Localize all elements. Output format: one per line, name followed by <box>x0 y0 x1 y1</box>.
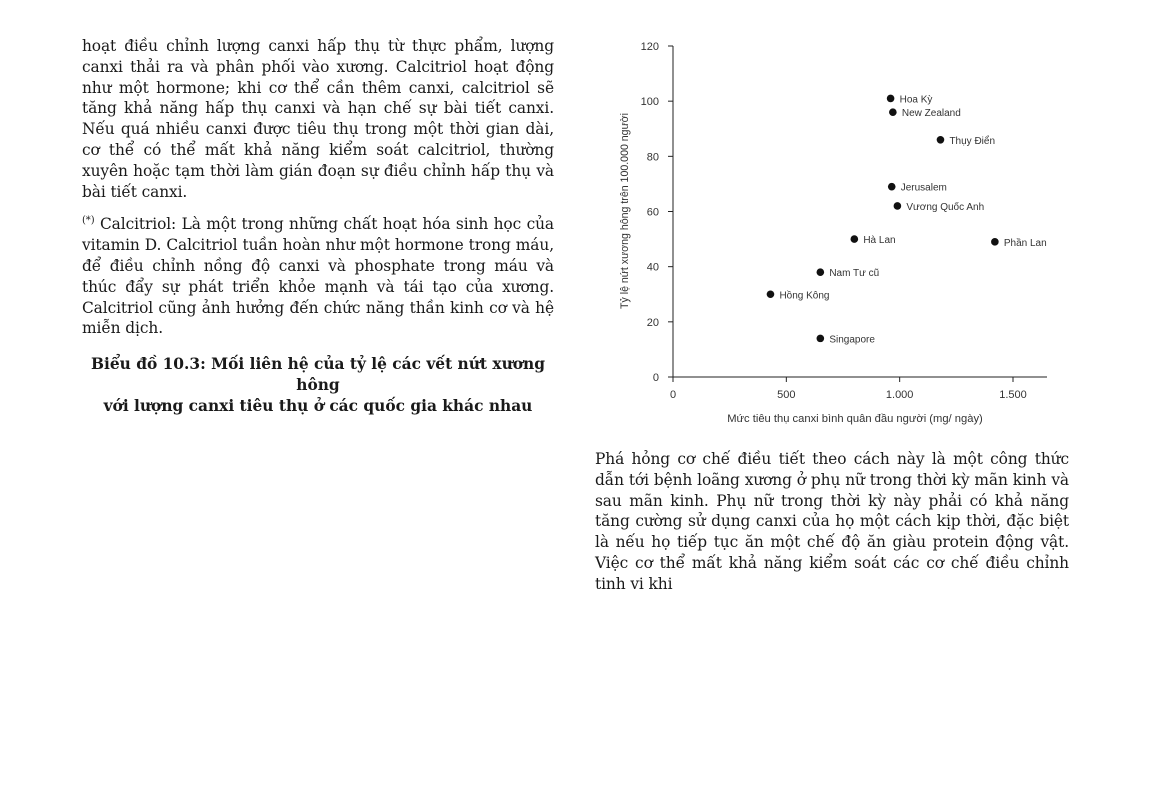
data-point-label: Hồng Kông <box>779 290 830 302</box>
y-tick-label: 20 <box>646 316 659 329</box>
data-point <box>888 183 896 191</box>
chart-caption-line-2: với lượng canxi tiêu thụ ở các quốc gia khác nhau <box>103 397 533 416</box>
data-point <box>817 268 825 276</box>
data-point <box>991 238 999 246</box>
x-tick-label: 1.000 <box>885 389 914 401</box>
data-point-label: Phần Lan <box>1003 237 1047 249</box>
y-tick-label: 40 <box>646 261 659 274</box>
footnote-marker: (*) <box>82 215 95 227</box>
x-tick-label: 1.500 <box>999 389 1027 401</box>
data-point-label: Hà Lan <box>863 235 896 247</box>
data-point <box>887 95 895 103</box>
body-paragraph-right: Phá hỏng cơ chế điều tiết theo cách này là một công thức dẫn tới bệnh loãng xương ở phụ nữ trong thời kỳ mãn kinh và sau mãn kinh. Phụ nữ trong thời kỳ này phải có khả năng tăng cường sử dụng canxi của họ một cách kịp thời, đặc biệt là nếu họ tiếp tục ăn một chế độ ăn giàu protein động vật. Việc cơ thể mất khả năng kiểm soát các cơ chế điều chỉnh tinh vi khi <box>595 450 1069 593</box>
y-tick-label: 80 <box>646 151 659 164</box>
data-point-label: Vương Quốc Anh <box>906 201 985 213</box>
data-point <box>894 202 902 210</box>
data-point <box>817 335 825 343</box>
left-column <box>82 36 554 417</box>
scatter-chart <box>610 34 1070 434</box>
data-point <box>851 235 859 243</box>
data-point-label: Nam Tư cũ <box>829 268 880 280</box>
x-tick-label: 500 <box>777 389 796 401</box>
chart-caption <box>82 354 554 417</box>
y-tick-label: 100 <box>640 96 659 109</box>
data-point <box>937 136 945 144</box>
data-point-label: New Zealand <box>901 108 961 120</box>
right-column <box>595 449 1069 595</box>
chart-caption-line-1: Biểu đồ 10.3: Mối liên hệ của tỷ lệ các vết nứt xương hông <box>91 355 545 395</box>
y-tick-label: 60 <box>646 206 659 219</box>
data-point <box>767 290 775 298</box>
x-axis-label: Mức tiêu thụ canxi bình quân đầu người (mg/ ngày) <box>727 413 983 425</box>
y-tick-label: 0 <box>652 372 659 384</box>
data-point-label: Jerusalem <box>900 182 947 194</box>
y-axis-label: Tỷ lệ nứt xương hông trên 100.000 người <box>619 113 631 309</box>
data-point-label: Thụy Điển <box>949 135 996 147</box>
data-point-label: Hoa Kỳ <box>899 94 933 106</box>
footnote <box>82 214 554 339</box>
data-point <box>889 108 897 116</box>
x-tick-label: 0 <box>669 389 677 401</box>
body-paragraph-left: hoạt điều chỉnh lượng canxi hấp thụ từ thực phẩm, lượng canxi thải ra và phân phối vào xương. Calcitriol hoạt động như một hormone; khi cơ thể cần thêm canxi, calcitriol sẽ tăng khả năng hấp thụ canxi và hạn chế sự bài tiết canxi. Nếu quá nhiều canxi được tiêu thụ trong một thời gian dài, cơ thể có thể mất khả năng kiểm soát calcitriol, thường xuyên hoặc tạm thời làm gián đoạn sự điều chỉnh hấp thụ và bài tiết canxi. <box>82 37 554 201</box>
footnote-text: Calcitriol: Là một trong những chất hoạt hóa sinh học của vitamin D. Calcitriol tuần hoàn như một hormone trong máu, để điều chỉnh nồng độ canxi và phosphate trong máu và thúc đẩy sự phát triển khỏe mạnh và tái tạo của xương. Calcitriol cũng ảnh hưởng đến chức năng thần kinh cơ và hệ miễn dịch. <box>82 215 554 338</box>
data-point-label: Singapore <box>829 334 875 346</box>
y-tick-label: 120 <box>640 41 659 53</box>
